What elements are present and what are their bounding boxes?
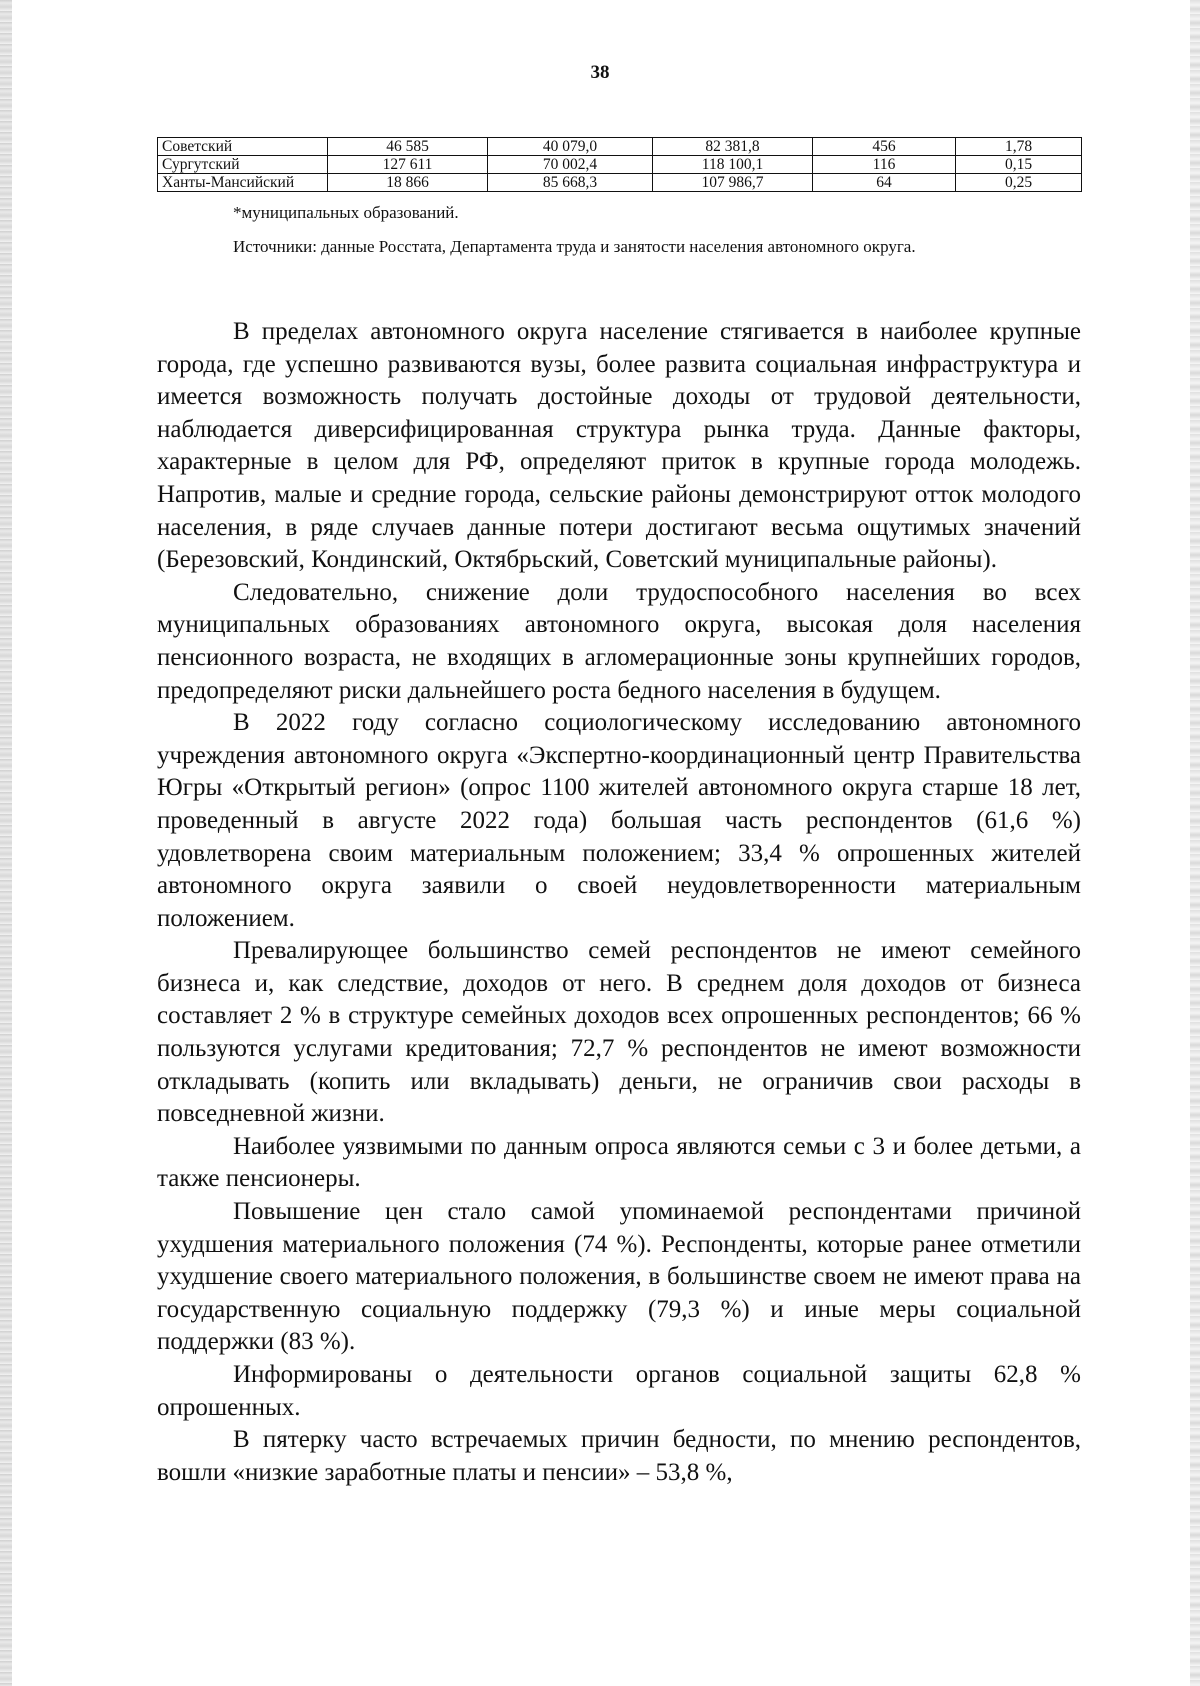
- table-cell: 85 668,3: [488, 174, 653, 192]
- table-cell: 118 100,1: [653, 156, 813, 174]
- table-cell: Сургутский: [158, 156, 328, 174]
- scan-edge-left: [0, 0, 12, 1686]
- paragraph: Превалирующее большинство семей респондентов не имеют семейного бизнеса и, как следствие, доходов от него. В среднем доля доходов от бизнеса составляет 2 % в структуре семейных доходов всех опрошенных респондентов; 66 % пользуются услугами кредитования; 72,7 % респондентов не имеют возможности откладывать (копить или вкладывать) деньги, не ограничив свои расходы в повседневной жизни.: [157, 937, 1081, 1128]
- paragraph: Повышение цен стало самой упоминаемой респондентами причиной ухудшения материального положения (74 %). Респонденты, которые ранее отметили ухудшение своего материального положения, в большинстве своем не имеют права на государственную социальную поддержку (79,3 %) и иные меры социальной поддержки (83 %).: [157, 1198, 1081, 1356]
- table-cell: 107 986,7: [653, 174, 813, 192]
- table-row: [158, 156, 1082, 174]
- table-cell: 1,78: [956, 138, 1082, 156]
- paragraph: В пятерку часто встречаемых причин бедности, по мнению респондентов, вошли «низкие заработные платы и пенсии» – 53,8 %,: [157, 1426, 1081, 1486]
- table-cell: 82 381,8: [653, 138, 813, 156]
- table-cell: 0,15: [956, 156, 1082, 174]
- table-cell: 127 611: [328, 156, 488, 174]
- table-cell: Советский: [158, 138, 328, 156]
- paragraph: В 2022 году согласно социологическому исследованию автономного учреждения автономного округа «Экспертно-координационный центр Правительства Югры «Открытый регион» (опрос 1100 жителей автономного округа старше 18 лет, проведенный в августе 2022 года) большая часть респондентов (61,6 %) удовлетворена своим материальным положением; 33,4 % опрошенных жителей автономного округа заявили о своей неудовлетворенности материальным положением.: [157, 709, 1081, 932]
- paragraph: В пределах автономного округа население стягивается в наиболее крупные города, где успешно развиваются вузы, более развита социальная инфраструктура и имеется возможность получать достойные доходы от трудовой деятельности, наблюдается диверсифицированная структура рынка труда. Данные факторы, характерные в целом для РФ, определяют приток в крупные города молодежь. Напротив, малые и средние города, сельские районы демонстрируют отток молодого населения, в ряде случаев данные потери достигают весьма ощутимых значений (Березовский, Кондинский, Октябрьский, Советский муниципальные районы).: [157, 318, 1081, 574]
- paragraph: Информированы о деятельности органов социальной защиты 62,8 % опрошенных.: [157, 1361, 1081, 1421]
- table-cell: Ханты-Мансийский: [158, 174, 328, 192]
- table-cell: 70 002,4: [488, 156, 653, 174]
- municipal-data-table: [157, 137, 1082, 192]
- paragraph: Наиболее уязвимыми по данным опроса являются семьи с 3 и более детьми, а также пенсионеры.: [157, 1132, 1081, 1193]
- table-cell: 64: [813, 174, 956, 192]
- table-cell: 18 866: [328, 174, 488, 192]
- table-row: [158, 138, 1082, 156]
- table-cell: 40 079,0: [488, 138, 653, 156]
- table-footnote: *муниципальных образований.: [233, 203, 459, 222]
- scan-edge-right: [1190, 0, 1200, 1686]
- table-cell: 0,25: [956, 174, 1082, 192]
- table-cell: 456: [813, 138, 956, 156]
- table-cell: 46 585: [328, 138, 488, 156]
- table-sources: Источники: данные Росстата, Департамента труда и занятости населения автономного округа.: [233, 237, 916, 256]
- table-row: [158, 174, 1082, 192]
- page-number: 38: [590, 62, 610, 83]
- body-text: [157, 316, 1081, 1489]
- paragraph: Следовательно, снижение доли трудоспособного населения во всех муниципальных образованиях автономного округа, высокая доля населения пенсионного возраста, не входящих в агломерационные зоны крупнейших городов, предопределяют риски дальнейшего роста бедного населения в будущем.: [157, 578, 1081, 704]
- table-cell: 116: [813, 156, 956, 174]
